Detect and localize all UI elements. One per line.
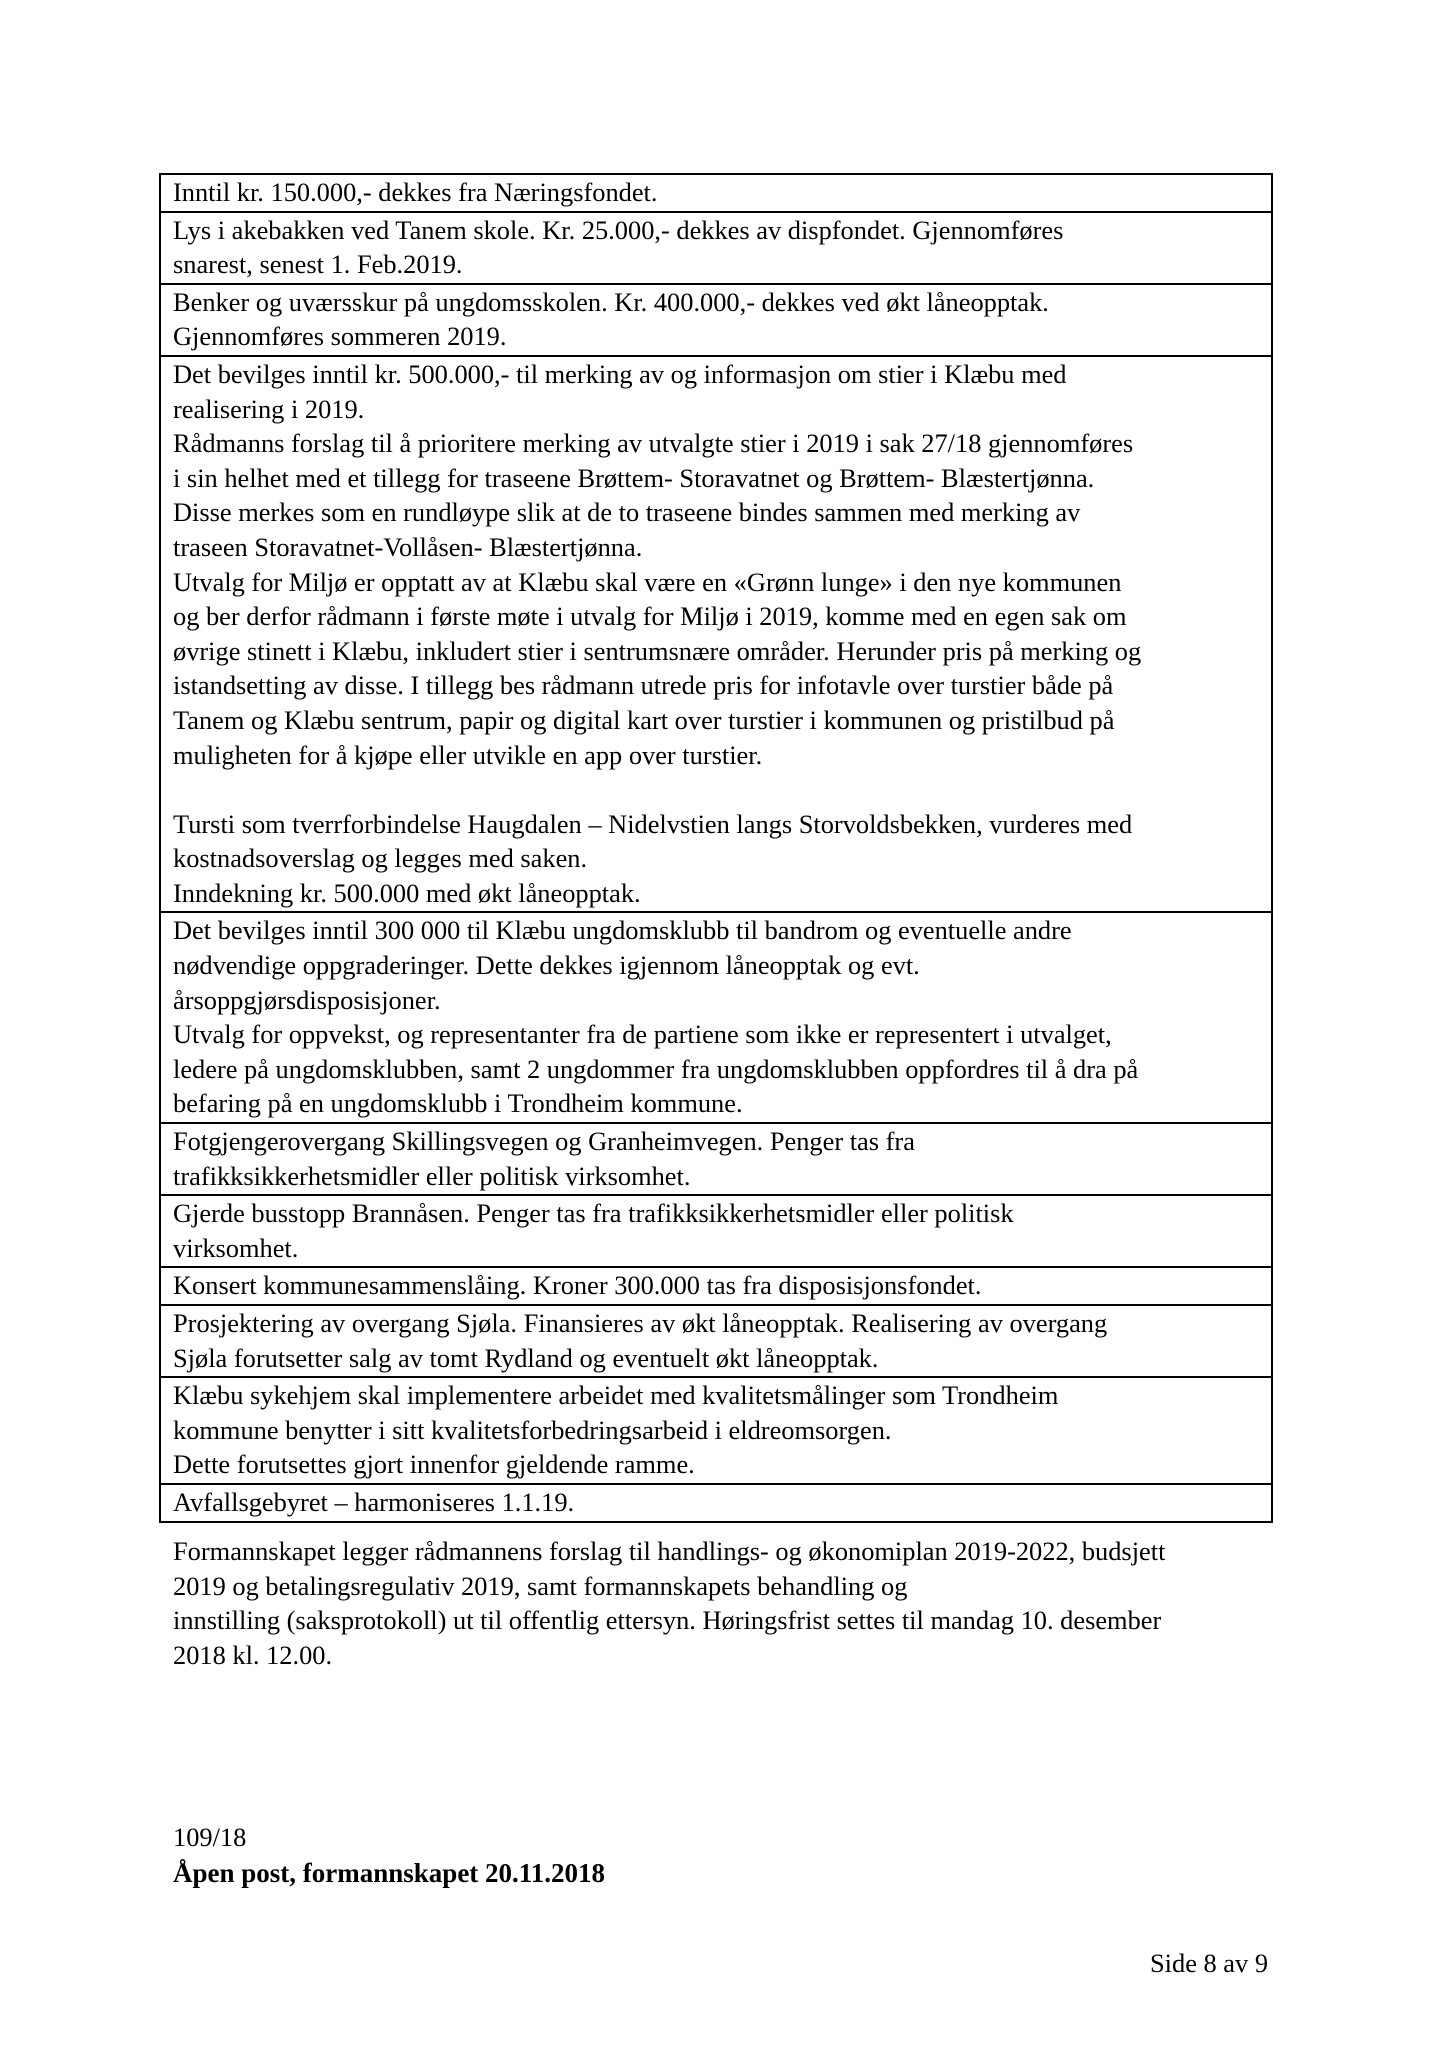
table-cell [160, 1305, 1272, 1377]
cell-text-line: Tursti som tverrforbindelse Haugdalen – Nidelvstien langs Storvoldsbekken, vurderes med [173, 808, 1133, 839]
paragraph-line: 2019 og betalingsregulativ 2019, samt formannskapets behandling og [173, 1570, 908, 1601]
table-row [160, 284, 1272, 356]
cell-text-line: befaring på en ungdomsklubb i Trondheim kommune. [173, 1088, 743, 1119]
public-hearing-paragraph [173, 1534, 1283, 1672]
cell-text-line: årsoppgjørsdisposisjoner. [173, 984, 441, 1015]
table-row [160, 1123, 1272, 1195]
paragraph-line: innstilling (saksprotokoll) ut til offentlig ettersyn. Høringsfrist settes til mandag 10. desember [173, 1605, 1162, 1636]
cell-text-line: Dette forutsettes gjort innenfor gjeldende ramme. [173, 1449, 695, 1480]
table-row [160, 212, 1272, 284]
cell-text-line: Lys i akebakken ved Tanem skole. Kr. 25.000,- dekkes av dispfondet. Gjennomføres [173, 214, 1064, 245]
cell-text-line: realisering i 2019. [173, 393, 365, 424]
cell-text-line: øvrige stinett i Klæbu, inkludert stier i sentrumsnære områder. Herunder pris på merking og [173, 635, 1142, 666]
cell-text-line: Fotgjengerovergang Skillingsvegen og Granheimvegen. Penger tas fra [173, 1126, 915, 1157]
cell-text-line: Inndekning kr. 500.000 med økt låneopptak. [173, 877, 641, 908]
table-row [160, 912, 1272, 1123]
table-cell [160, 1267, 1272, 1305]
table-row [160, 1377, 1272, 1484]
cell-text-line: Rådmanns forslag til å prioritere merking av utvalgte stier i 2019 i sak 27/18 gjennomføres [173, 428, 1134, 459]
cell-text-line: Gjerde busstopp Brannåsen. Penger tas fra trafikksikkerhetsmidler eller politisk [173, 1198, 1014, 1229]
cell-text-line: nødvendige oppgraderinger. Dette dekkes igjennom låneopptak og evt. [173, 950, 920, 981]
cell-text-line: ledere på ungdomsklubben, samt 2 ungdommer fra ungdomsklubben oppfordres til å dra på [173, 1053, 1139, 1084]
cell-text-line: kommune benytter i sitt kvalitetsforbedringsarbeid i eldreomsorgen. [173, 1414, 892, 1445]
cell-text-line: Konsert kommunesammenslåing. Kroner 300.000 tas fra disposisjonsfondet. [173, 1270, 982, 1301]
table-cell [160, 212, 1272, 284]
case-number: 109/18 [173, 1822, 247, 1852]
cell-text-line: Det bevilges inntil 300 000 til Klæbu ungdomsklubb til bandrom og eventuelle andre [173, 915, 1072, 946]
table-cell [160, 1484, 1272, 1522]
table-row [160, 1195, 1272, 1267]
table-row [160, 1267, 1272, 1305]
table-row [160, 1305, 1272, 1377]
cell-text-line: Disse merkes som en rundløype slik at de to traseene bindes sammen med merking av [173, 497, 1081, 528]
cell-text-line: og ber derfor rådmann i første møte i utvalg for Miljø i 2019, komme med en egen sak om [173, 601, 1127, 632]
table-cell [160, 1377, 1272, 1484]
page-number: Side 8 av 9 [1150, 1948, 1269, 1978]
cell-text-line: Klæbu sykehjem skal implementere arbeidet med kvalitetsmålinger som Trondheim [173, 1380, 1059, 1411]
table-cell [160, 1123, 1272, 1195]
cell-text-line: Prosjektering av overgang Sjøla. Finansieres av økt låneopptak. Realisering av overgang [173, 1308, 1108, 1338]
table-row [160, 1484, 1272, 1522]
table-cell [160, 356, 1272, 913]
cell-text-line: Tanem og Klæbu sentrum, papir og digital kart over turstier i kommunen og pristilbud på [173, 704, 1115, 735]
cell-text-line: Benker og uværsskur på ungdomsskolen. Kr. 400.000,- dekkes ved økt låneopptak. [173, 286, 1049, 317]
cell-text-line: snarest, senest 1. Feb.2019. [173, 249, 463, 280]
table-cell [160, 174, 1272, 212]
cell-text-line: virksomhet. [173, 1232, 299, 1263]
table-cell [160, 284, 1272, 356]
cell-text-line: traseen Storavatnet-Vollåsen- Blæstertjønna. [173, 531, 643, 562]
table-cell [160, 1195, 1272, 1267]
table-row [160, 356, 1272, 913]
paragraph-line: 2018 kl. 12.00. [173, 1639, 333, 1670]
cell-text-line: Det bevilges inntil kr. 500.000,- til merking av og informasjon om stier i Klæbu med [173, 358, 1067, 389]
table-row [160, 174, 1272, 212]
cell-text-line: trafikksikkerhetsmidler eller politisk virksomhet. [173, 1160, 691, 1191]
cell-text-line: Sjøla forutsetter salg av tomt Rydland og eventuelt økt låneopptak. [173, 1342, 879, 1373]
cell-text-line: Inntil kr. 150.000,- dekkes fra Næringsfondet. [173, 177, 658, 207]
paragraph-line: Formannskapet legger rådmannens forslag til handlings- og økonomiplan 2019-2022, budsjett [173, 1536, 1166, 1566]
cell-text-line: kostnadsoverslag og legges med saken. [173, 843, 588, 874]
blank-line [173, 772, 1259, 807]
cell-text-line: Utvalg for oppvekst, og representanter fra de partiene som ikke er representert i utvalget, [173, 1019, 1112, 1050]
table-cell [160, 912, 1272, 1123]
cell-text-line: Gjennomføres sommeren 2019. [173, 321, 507, 352]
cell-text-line: Avfallsgebyret – harmoniseres 1.1.19. [173, 1486, 575, 1517]
case-title: Åpen post, formannskapet 20.11.2018 [173, 1858, 606, 1888]
cell-text-line: istandsetting av disse. I tillegg bes rådmann utrede pris for infotavle over turstier både på [173, 670, 1114, 701]
decisions-table [159, 173, 1273, 1523]
cell-text-line: i sin helhet med et tillegg for traseene Brøttem- Storavatnet og Brøttem- Blæstertjønna. [173, 462, 1095, 493]
cell-text-line: muligheten for å kjøpe eller utvikle en app over turstier. [173, 739, 763, 770]
cell-text-line: Utvalg for Miljø er opptatt av at Klæbu skal være en «Grønn lunge» i den nye kommunen [173, 566, 1122, 597]
